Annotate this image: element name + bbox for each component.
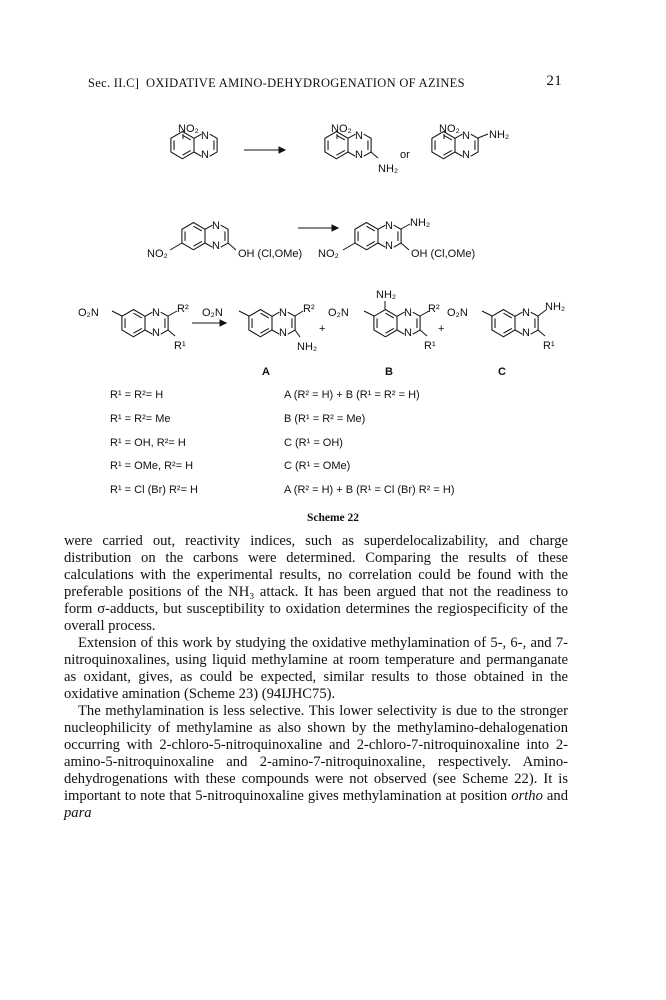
product-c (492, 310, 538, 337)
svg-text:N: N (404, 327, 412, 339)
svg-text:NH₂: NH₂ (376, 289, 397, 301)
svg-text:R¹: R¹ (174, 340, 186, 352)
svg-text:OH (Cl,OMe): OH (Cl,OMe) (411, 248, 476, 260)
svg-text:NH₂: NH₂ (410, 217, 431, 229)
svg-text:N: N (279, 327, 287, 339)
svg-text:N: N (404, 307, 412, 319)
or-label: or (400, 149, 410, 161)
svg-text:R¹: R¹ (543, 340, 555, 352)
and-text: and (542, 788, 568, 804)
svg-text:N: N (212, 220, 220, 232)
svg-text:N: N (201, 149, 209, 161)
page-number: 21 (546, 73, 562, 89)
svg-text:NO₂: NO₂ (147, 248, 168, 260)
svg-text:O₂N: O₂N (202, 307, 223, 319)
label-a: A (262, 366, 270, 378)
label-c: C (498, 366, 506, 378)
svg-text:N: N (522, 307, 530, 319)
scheme-22-structures (0, 0, 666, 380)
3-amino-7-nitroquinoxalin-2-ol (355, 223, 401, 250)
svg-text:R²: R² (303, 303, 315, 315)
svg-text:NO₂: NO₂ (331, 123, 352, 135)
section-label: Sec. II.C] (88, 76, 140, 90)
5-nitroquinoxaline (171, 132, 217, 159)
3-amino-5-nitroquinoxaline (432, 132, 478, 159)
condition-row-4: R¹ = OMe, R²= H (110, 460, 194, 472)
svg-text:OH (Cl,OMe): OH (Cl,OMe) (238, 248, 303, 260)
svg-text:O₂N: O₂N (447, 307, 468, 319)
svg-text:+: + (319, 323, 326, 335)
paragraph-3-text: The methylamination is less selective. This lower selectivity is due to the stronger nucleophilicity of methylamine as also shown by the methylamino-dehalogenation occurring with 2-chloro-5-nitroquinoxaline and 2-chloro-7-nitroquinoxaline into 2-amino-5-nitroquinoxaline and 2-amino-7-nitroquinoxaline, respectively. Amino-dehydrogenations with these compounds were not observed (see Scheme 22). It is important to note that 5-nitroquinoxaline gives methylamination at position (64, 703, 568, 804)
svg-text:NO₂: NO₂ (318, 248, 339, 260)
substituted-quinoxaline-reactant (122, 310, 168, 337)
paragraph-1: were carried out, reactivity indices, such as superdelocalizability, and charge distribution on the carbons were determined. Comparing the results of these calculations with the experimental results, no correlation could be found with the preferable positions of the NH₃ attack. It has been argued that not the readiness to form σ-adducts, but susceptibility to oxidation determines the regiospecificity of the overall process. (64, 533, 568, 634)
product-row-5: A (R² = H) + B (R¹ = Cl (Br) R² = H) (284, 484, 455, 496)
svg-text:N: N (201, 130, 209, 142)
svg-text:N: N (462, 130, 470, 142)
svg-text:N: N (385, 220, 393, 232)
svg-text:N: N (385, 240, 393, 252)
svg-text:N: N (152, 307, 160, 319)
svg-text:R²: R² (428, 303, 440, 315)
condition-row-3: R¹ = OH, R²= H (110, 437, 186, 449)
product-b (374, 310, 420, 337)
paragraph-3 (64, 703, 568, 822)
condition-row-2: R¹ = R²= Me (110, 413, 171, 425)
svg-text:N: N (355, 130, 363, 142)
para-italic: para (64, 805, 92, 821)
svg-text:O₂N: O₂N (328, 307, 349, 319)
svg-text:O₂N: O₂N (78, 307, 99, 319)
svg-text:N: N (462, 149, 470, 161)
svg-text:NH₂: NH₂ (545, 301, 566, 313)
7-nitroquinoxalin-2-ol (182, 223, 228, 250)
product-row-2: B (R¹ = R² = Me) (284, 413, 366, 425)
paragraph-2: Extension of this work by studying the oxidative methylamination of 5-, 6-, and 7-nitroquinoxalines, using liquid methylamine at room temperature and permanganate as oxidant, gives, as could be expected, similar results to those obtained in the oxidative amination (Scheme 23) (94IJHC75). (64, 635, 568, 702)
ortho-italic: ortho (511, 788, 543, 804)
svg-text:NH₂: NH₂ (378, 163, 399, 175)
body-text (64, 533, 568, 822)
svg-text:N: N (355, 149, 363, 161)
svg-text:+: + (438, 323, 445, 335)
2-amino-5-nitroquinoxaline (325, 132, 371, 159)
no2-label-1: NO₂ (178, 123, 199, 135)
svg-text:N: N (212, 240, 220, 252)
label-b: B (385, 366, 393, 378)
product-a (249, 310, 295, 337)
condition-row-1: R¹ = R²= H (110, 389, 164, 401)
scheme-caption: Scheme 22 (306, 512, 360, 524)
running-title: OXIDATIVE AMINO-DEHYDROGENATION OF AZINES (146, 76, 465, 90)
svg-text:N: N (152, 327, 160, 339)
condition-row-5: R¹ = Cl (Br) R²= H (110, 484, 198, 496)
svg-text:R²: R² (177, 303, 189, 315)
svg-text:R¹: R¹ (424, 340, 436, 352)
product-row-3: C (R¹ = OH) (284, 437, 343, 449)
svg-text:NH₂: NH₂ (297, 341, 318, 353)
svg-text:NO₂: NO₂ (439, 123, 460, 135)
svg-text:NH₂: NH₂ (489, 129, 510, 141)
product-row-1: A (R² = H) + B (R¹ = R² = H) (284, 389, 420, 401)
svg-text:N: N (279, 307, 287, 319)
svg-text:N: N (522, 327, 530, 339)
product-row-4: C (R¹ = OMe) (284, 460, 351, 472)
